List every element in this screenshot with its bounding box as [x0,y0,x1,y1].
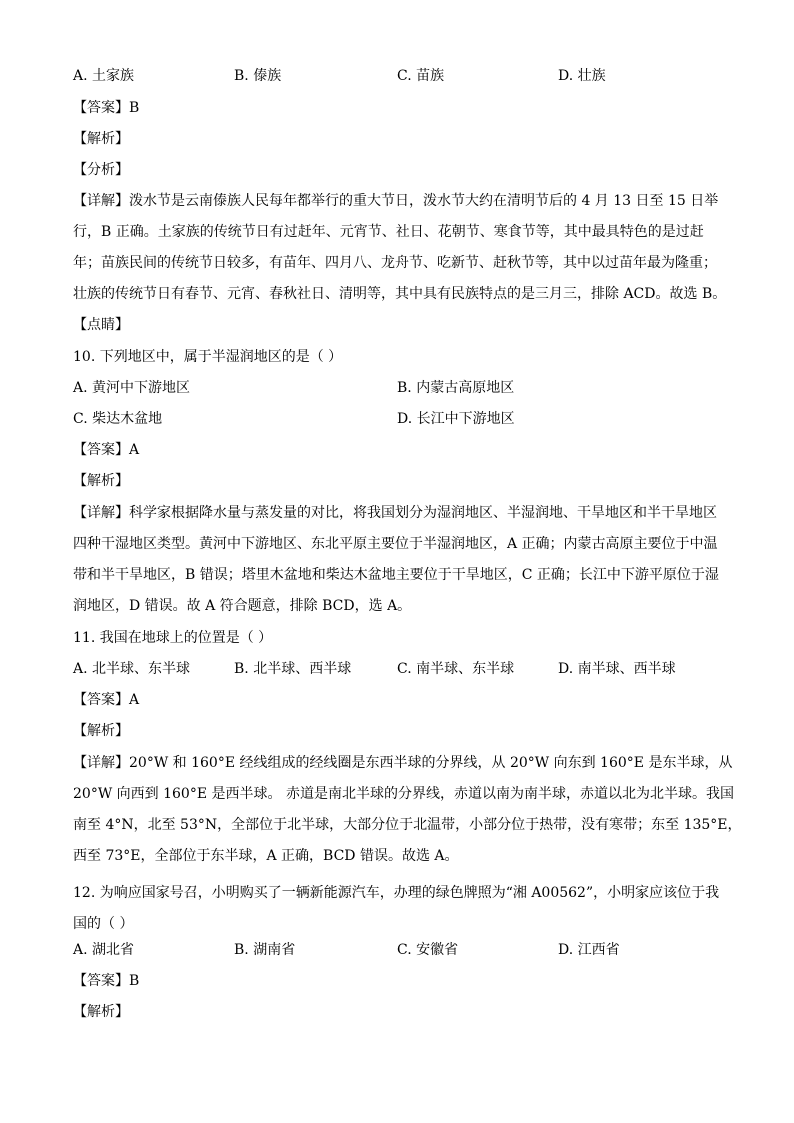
q10-detail-line: 带和半干旱地区，B 错误；塔里木盆地和柴达木盆地主要位于干旱地区，C 正确；长江中下游平原位于湿 [73,567,719,583]
q9-detail-line: 壮族的传统节日有春节、元宵、春秋社日、清明等，其中具有民族特点的是三月三，排除 ACD。故选 B。 [73,286,727,302]
q11-detail-line: 20°W 向西到 160°E 是西半球。 赤道是南北半球的分界线，赤道以南为南半球，赤道以北为北半球。我国 [73,786,734,802]
q9-detail-line: 年；苗族民间的传统节日较多，有苗年、四月八、龙舟节、吃新节、赶秋节等，其中以过苗年最为隆重； [73,255,717,271]
q11-detail [73,748,742,872]
q11-option-a: A. 北半球、东半球 [73,661,191,677]
q9-detail-line: 行，B 正确。土家族的传统节日有过赶年、元宵节、社日、花朝节、寒食节等，其中最具特色的是过赶 [73,224,704,240]
q12-option-c: C. 安徽省 [397,942,459,958]
q11-detail-line: 南至 4°N，北至 53°N，全部位于北半球，大部分位于北温带，小部分位于热带，没有寒带；东至 135°E， [73,817,742,833]
q10-option-b: B. 内蒙古高原地区 [397,380,515,396]
q10-detail-line: 润地区，D 错误。故 A 符合题意，排除 BCD，选 A。 [73,598,412,614]
q9-dianjing-heading: 【点睛】 [73,317,129,333]
q11-detail-line: 【详解】20°W 和 160°E 经线组成的经线圈是东西半球的分界线，从 20°W 向东到 160°E 是东半球，从 [73,755,733,771]
q10-option-d: D. 长江中下游地区 [397,411,515,427]
q11-stem: 11. 我国在地球上的位置是（ ） [73,630,273,646]
q12-option-d: D. 江西省 [558,942,620,958]
q11-option-c: C. 南半球、东半球 [397,661,515,677]
q10-detail-line: 四种干湿地区类型。黄河中下游地区、东北平原主要位于半湿润地区，A 正确；内蒙古高原主要位于中温 [73,536,718,552]
q9-fenxi-heading: 【分析】 [73,162,129,178]
q10-option-a: A. 黄河中下游地区 [73,380,191,396]
q9-option-d: D. 壮族 [558,68,606,84]
q9-detail-line: 【详解】泼水节是云南傣族人民每年都举行的重大节日，泼水节大约在清明节后的 4 月 13 日至 15 日举 [73,193,719,209]
q9-option-a: A. 土家族 [73,68,135,84]
q12-option-a: A. 湖北省 [73,942,135,958]
q12-stem [73,878,723,940]
q10-option-c: C. 柴达木盆地 [73,411,163,427]
q11-option-b: B. 北半球、西半球 [234,661,352,677]
q9-detail [73,186,727,310]
q11-detail-line: 西至 73°E，全部位于东半球，A 正确，BCD 错误。故选 A。 [73,848,459,864]
q9-answer: 【答案】B [73,100,140,116]
q10-answer: 【答案】A [73,442,140,458]
q12-jiexi-heading: 【解析】 [73,1004,129,1020]
q9-jiexi-heading: 【解析】 [73,131,129,147]
q10-detail-line: 【详解】科学家根据降水量与蒸发量的对比，将我国划分为湿润地区、半湿润地、干旱地区和半干旱地区 [73,505,717,521]
q10-stem: 10. 下列地区中，属于半湿润地区的是（ ） [73,349,343,365]
q11-answer: 【答案】A [73,692,140,708]
q12-option-b: B. 湖南省 [234,942,296,958]
q12-answer: 【答案】B [73,973,140,989]
q12-stem-line: 国的（ ） [73,916,134,932]
q9-option-c: C. 苗族 [397,68,445,84]
q11-jiexi-heading: 【解析】 [73,723,129,739]
q11-option-d: D. 南半球、西半球 [558,661,676,677]
q10-jiexi-heading: 【解析】 [73,473,129,489]
q9-option-b: B. 傣族 [234,68,282,84]
q12-stem-line: 12. 为响应国家号召，小明购买了一辆新能源汽车，办理的绿色牌照为“湘 A00562”，小明家应该位于我 [73,885,720,901]
q10-detail [73,498,723,622]
